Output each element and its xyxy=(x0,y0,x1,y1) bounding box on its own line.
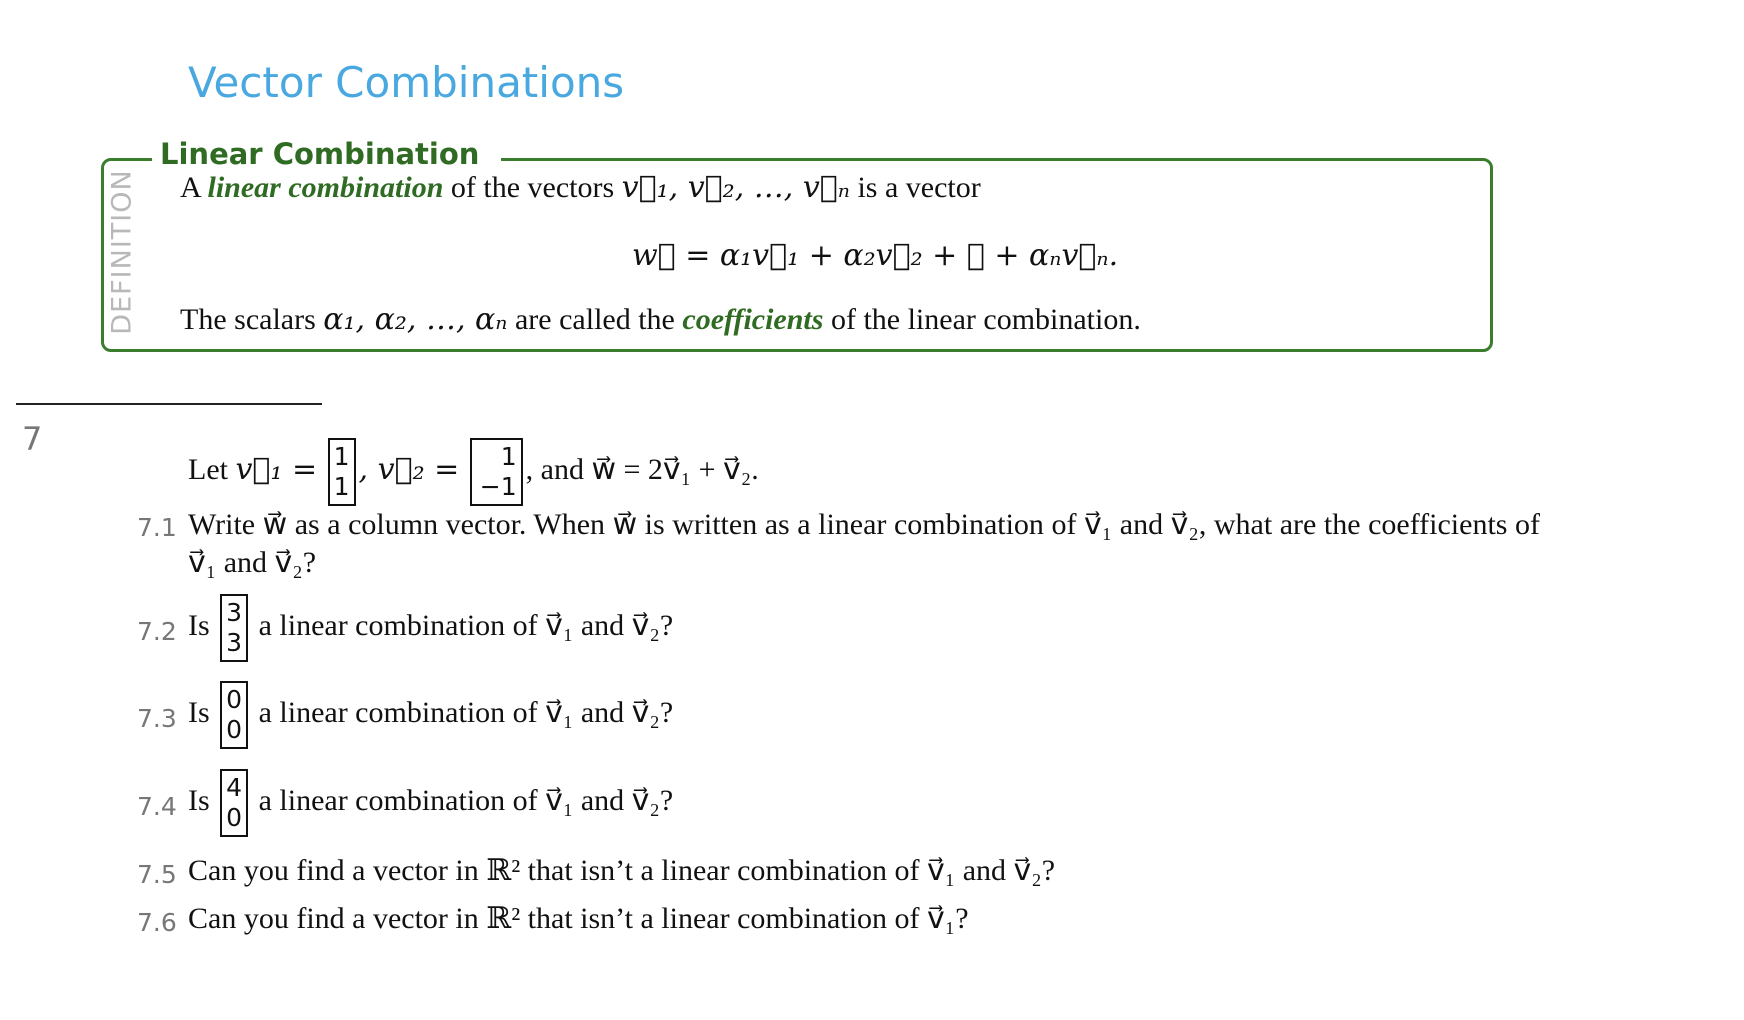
part-is: Is xyxy=(188,608,210,642)
separator-rule xyxy=(16,403,322,405)
column-vector xyxy=(220,594,248,662)
vector-list: v⃗₁, v⃗₂, …, v⃗ₙ xyxy=(621,170,850,205)
definition-title: Linear Combination xyxy=(152,137,501,171)
matrix-entry: 0 xyxy=(226,715,243,744)
part-number: 7.3 xyxy=(137,704,177,733)
column-vector xyxy=(220,769,248,837)
part-number: 7.2 xyxy=(137,617,177,646)
w-definition: , and w⃗ = 2v⃗₁ + v⃗₂. xyxy=(525,452,759,486)
part-text: Can you find a vector in ℝ² that isn’t a linear combination of v⃗₁ and v⃗₂? xyxy=(188,854,1056,887)
part-is: Is xyxy=(188,783,210,817)
part-text: a linear combination of v⃗₁ and v⃗₂? xyxy=(258,695,674,729)
matrix-entry: 3 xyxy=(226,598,243,627)
v2-label: , v⃗₂ = xyxy=(358,451,460,487)
matrix-entry: 0 xyxy=(226,803,243,832)
part-number: 7.6 xyxy=(137,908,177,937)
definition-text: The scalars xyxy=(180,303,324,336)
term-linear-combination: linear combination xyxy=(207,171,444,204)
definition-text: of the vectors xyxy=(443,171,622,204)
part-question xyxy=(188,681,673,749)
setup-let: Let xyxy=(188,452,228,486)
matrix-entry: −1 xyxy=(479,472,517,501)
part-number: 7.1 xyxy=(137,513,177,542)
matrix-entry: 1 xyxy=(333,472,350,501)
term-coefficients: coefficients xyxy=(682,303,824,336)
definition-coefficients-line xyxy=(180,302,1141,337)
matrix-entry: 1 xyxy=(333,442,350,471)
part-question xyxy=(188,769,673,837)
part-number: 7.5 xyxy=(137,860,177,889)
definition-text: is a vector xyxy=(849,171,981,204)
part-text: Can you find a vector in ℝ² that isn’t a linear combination of v⃗₁? xyxy=(188,902,969,935)
part-question xyxy=(188,594,673,662)
definition-equation: w⃗ = α₁v⃗₁ + α₂v⃗₂ + ⋯ + αₙv⃗ₙ. xyxy=(632,238,1119,273)
section-title: Vector Combinations xyxy=(188,58,625,107)
column-vector xyxy=(220,681,248,749)
matrix-entry: 1 xyxy=(500,442,517,471)
problem-setup xyxy=(188,438,759,506)
part-is: Is xyxy=(188,695,210,729)
matrix-entry: 0 xyxy=(226,685,243,714)
v2-matrix xyxy=(470,438,523,506)
v1-label: v⃗₁ = xyxy=(235,451,318,487)
problem-number: 7 xyxy=(22,420,43,458)
scalar-list: α₁, α₂, …, αₙ xyxy=(323,302,508,337)
matrix-entry: 4 xyxy=(226,773,243,802)
matrix-entry: 3 xyxy=(226,628,243,657)
definition-text: of the linear combination. xyxy=(823,303,1141,336)
part-text: a linear combination of v⃗₁ and v⃗₂? xyxy=(258,608,674,642)
definition-text: A xyxy=(180,171,208,204)
v1-matrix xyxy=(328,438,356,506)
definition-intro-line xyxy=(180,170,981,205)
part-text: Write w⃗ as a column vector. When w⃗ is written as a linear combination of v⃗₁ and v⃗₂, what are the coefficients of v⃗₁ and v⃗₂? xyxy=(188,508,1540,579)
definition-side-label: DEFINITION xyxy=(106,169,138,335)
definition-text: are called the xyxy=(507,303,683,336)
part-number: 7.4 xyxy=(137,792,177,821)
part-text: a linear combination of v⃗₁ and v⃗₂? xyxy=(258,783,674,817)
